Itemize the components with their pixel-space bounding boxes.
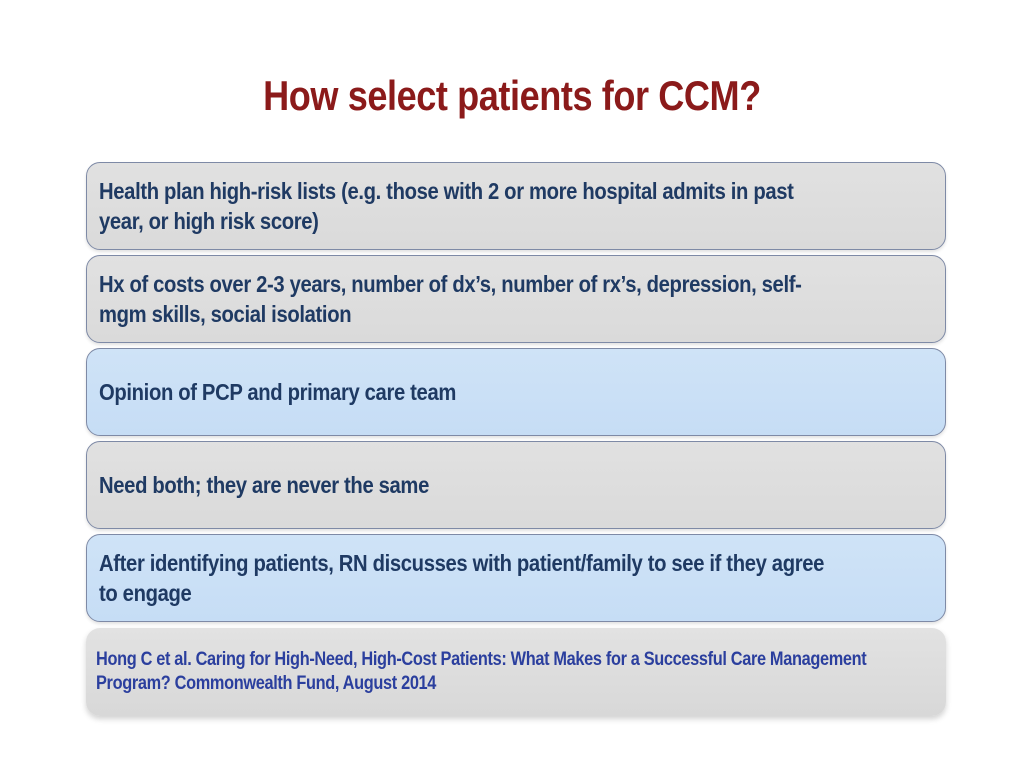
- criteria-box-health-plan-lists: [86, 162, 946, 250]
- slide-title: How select patients for CCM?: [263, 72, 761, 119]
- criteria-text: Need both; they are never the same: [99, 472, 429, 498]
- criteria-text: Opinion of PCP and primary care team: [99, 379, 457, 405]
- criteria-text: Hx of costs over 2-3 years, number of dx’s, number of rx’s, depression, self-mgm skills, social isolation: [99, 271, 802, 327]
- criteria-box-need-both: [86, 441, 946, 529]
- reference-box: [86, 628, 946, 716]
- criteria-text: Health plan high-risk lists (e.g. those with 2 or more hospital admits in past year, or high risk score): [99, 178, 794, 234]
- criteria-text: After identifying patients, RN discusses with patient/family to see if they agree to engage: [99, 550, 825, 606]
- criteria-box-rn-discussion: [86, 534, 946, 622]
- criteria-box-pcp-opinion: [86, 348, 946, 436]
- reference-citation: Hong C et al. Caring for High-Need, High-Cost Patients: What Makes for a Successful Care Management Program? Commonwealth Fund, August 2014: [96, 649, 867, 694]
- criteria-box-cost-history: [86, 255, 946, 343]
